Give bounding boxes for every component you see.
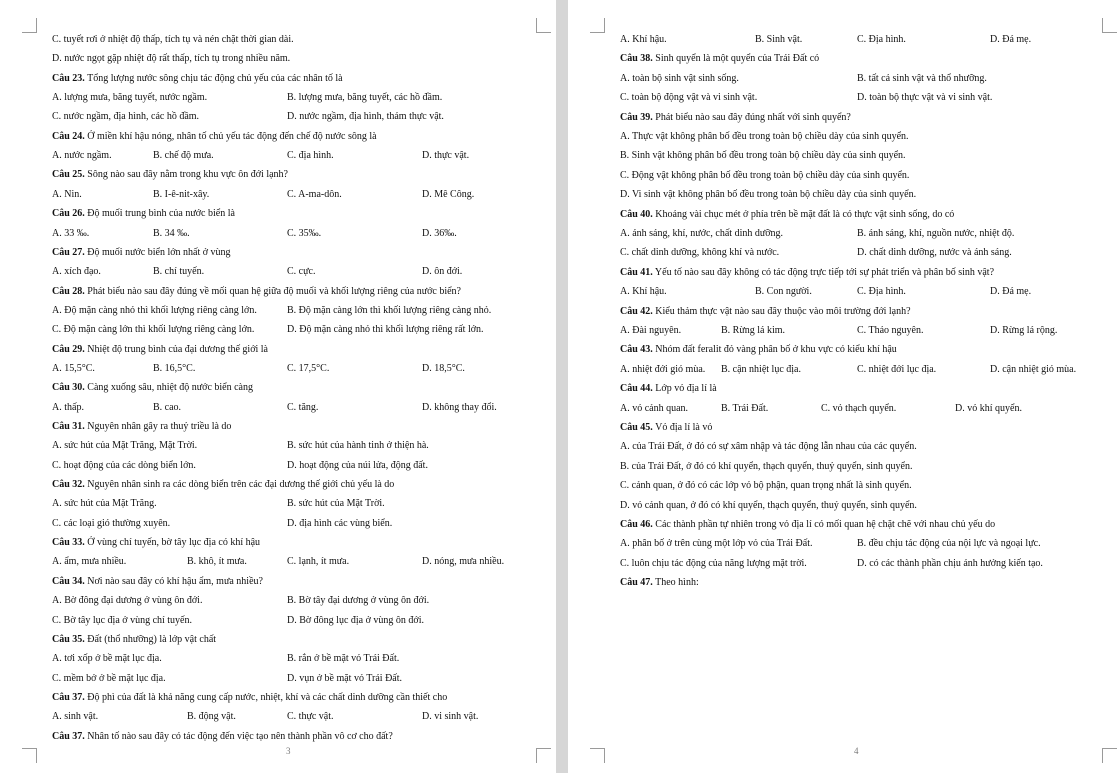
question-line bbox=[52, 344, 268, 356]
answer-option: C. thực vật. bbox=[287, 711, 334, 723]
question-number: Câu 44. bbox=[620, 383, 653, 395]
question-text: Vỏ địa lí là vỏ bbox=[652, 422, 713, 433]
question-number: Câu 33. bbox=[52, 537, 85, 549]
answer-option: B. chế độ mưa. bbox=[153, 150, 214, 162]
question-number: Câu 37. bbox=[52, 691, 85, 703]
answer-option: A. Bờ đông đại dương ở vùng ôn đới. bbox=[52, 595, 203, 607]
page-corner-mark bbox=[22, 18, 37, 33]
answer-option: D. nước ngầm, địa hình, thảm thực vật. bbox=[287, 111, 444, 123]
answer-option: D. ôn đới. bbox=[422, 266, 463, 278]
answer-option: B. Rừng lá kim. bbox=[721, 325, 786, 336]
question-text: Ở vùng chí tuyến, bờ tây lục địa có khí hậu bbox=[84, 537, 261, 549]
question-number: Câu 23. bbox=[52, 72, 85, 84]
answer-option: B. rắn ở bề mặt vỏ Trái Đất. bbox=[287, 653, 400, 665]
question-text: Càng xuống sâu, nhiệt độ nước biển càng bbox=[84, 382, 253, 394]
answer-option: B. ánh sáng, khí, nguồn nước, nhiệt độ. bbox=[857, 228, 1015, 239]
answer-option: B. Sinh vật. bbox=[755, 34, 803, 45]
question-text: Lớp vỏ địa lí là bbox=[652, 383, 717, 395]
question-text: Đất (thổ nhưỡng) là lớp vật chất bbox=[84, 633, 217, 645]
question-number: Câu 39. bbox=[620, 111, 653, 123]
answer-option: D. chất dinh dưỡng, nước và ánh sáng. bbox=[857, 247, 1012, 259]
answer-option: A. sức hút của Mặt Trăng, Mặt Trời. bbox=[52, 440, 198, 452]
question-number: Câu 40. bbox=[620, 208, 653, 220]
question-text: Yếu tố nào sau đây không có tác động trực tiếp tới sự phát triển và phân bố sinh vật? bbox=[652, 266, 995, 278]
answer-option: D. Bờ đông lục địa ở vùng ôn đới. bbox=[287, 614, 424, 626]
question-text: Nguyên nhân sinh ra các dòng biển trên các đại dương thế giới chủ yếu là do bbox=[84, 479, 395, 491]
page-number: 4 bbox=[854, 746, 859, 756]
answer-option: A. Khí hậu. bbox=[620, 286, 667, 298]
answer-option: C. 35‰. bbox=[287, 227, 322, 239]
page-corner-mark bbox=[590, 748, 605, 763]
answer-option: A. ánh sáng, khí, nước, chất dinh dưỡng. bbox=[620, 228, 784, 239]
answer-option: B. động vật. bbox=[187, 711, 236, 723]
question-number: Câu 24. bbox=[52, 130, 85, 142]
page-corner-mark bbox=[590, 18, 605, 33]
question-line bbox=[52, 731, 393, 743]
answer-option: C. hoạt động của các dòng biển lớn. bbox=[52, 459, 196, 471]
answer-option: C. lạnh, ít mưa. bbox=[287, 556, 350, 568]
question-text: Tổng lượng nước sông chịu tác động chủ yếu của các nhân tố là bbox=[84, 72, 343, 84]
answer-option: C. Địa hình. bbox=[857, 34, 906, 45]
question-text: Nguyên nhân gây ra thuỷ triều là do bbox=[84, 421, 232, 432]
question-text: Phát biểu nào sau đây đúng nhất với sinh quyển? bbox=[652, 111, 851, 123]
answer-option: B. Bờ tây đại dương ở vùng ôn đới. bbox=[287, 595, 430, 607]
document-page-4 bbox=[568, 0, 1118, 773]
answer-option: D. Đá mẹ. bbox=[990, 34, 1032, 45]
answer-option: B. Độ mặn càng lớn thì khối lượng riêng càng nhỏ. bbox=[287, 304, 492, 316]
answer-option: A. 33 ‰. bbox=[52, 227, 90, 239]
question-number: Câu 29. bbox=[52, 343, 85, 355]
answer-option: A. vỏ cảnh quan. bbox=[620, 402, 689, 414]
question-text: Ở miền khí hậu nóng, nhân tố chủ yếu tác động đến chế độ nước sông là bbox=[84, 130, 377, 142]
question-number: Câu 43. bbox=[620, 344, 653, 356]
answer-option: C. các loại gió thường xuyên. bbox=[52, 517, 171, 529]
question-text: Nơi nào sau đây có khí hậu ẩm, mưa nhiều? bbox=[84, 575, 263, 587]
page-corner-mark bbox=[536, 18, 551, 33]
question-line bbox=[52, 479, 394, 491]
text-line: B. Sinh vật không phân bố đều trong toàn bộ chiều dày của sinh quyển. bbox=[620, 150, 906, 162]
question-line bbox=[52, 576, 263, 588]
answer-option: A. nhiệt đới gió mùa. bbox=[620, 363, 706, 375]
answer-option: C. luôn chịu tác động của năng lượng mặt trời. bbox=[620, 557, 807, 569]
question-text: Phát biểu nào sau đây đúng về mối quan hệ giữa độ muối và khối lượng riêng của nước biển? bbox=[84, 285, 461, 297]
answer-option: B. sức hút của Mặt Trời. bbox=[287, 498, 385, 510]
question-number: Câu 30. bbox=[52, 382, 85, 394]
page-gap bbox=[556, 0, 568, 773]
question-line bbox=[620, 267, 994, 279]
page-corner-mark bbox=[22, 748, 37, 763]
question-number: Câu 35. bbox=[52, 633, 85, 645]
answer-option: A. lượng mưa, băng tuyết, nước ngầm. bbox=[52, 92, 208, 104]
question-line bbox=[52, 208, 235, 220]
answer-option: B. lượng mưa, băng tuyết, các hồ đầm. bbox=[287, 92, 443, 104]
answer-option: D. vụn ở bề mặt vỏ Trái Đất. bbox=[287, 672, 403, 684]
answer-option: D. địa hình các vùng biển. bbox=[287, 517, 393, 529]
question-line bbox=[620, 344, 897, 356]
question-text: Nhân tố nào sau đây có tác động đến việc tạo nên thành phần vô cơ cho đất? bbox=[84, 730, 393, 742]
question-line bbox=[620, 306, 911, 318]
answer-option: C. nhiệt đới lục địa. bbox=[857, 363, 937, 375]
answer-option: C. Bờ tây lục địa ở vùng chí tuyến. bbox=[52, 614, 192, 626]
answer-option: A. 15,5°C. bbox=[52, 362, 95, 374]
answer-option: A. sinh vật. bbox=[52, 711, 99, 723]
answer-option: C. vỏ thạch quyển. bbox=[821, 402, 897, 414]
answer-option: D. 36‰. bbox=[422, 227, 457, 239]
question-number: Câu 25. bbox=[52, 169, 85, 181]
answer-option: B. tất cả sinh vật và thổ nhưỡng. bbox=[857, 72, 987, 84]
question-line bbox=[620, 112, 851, 124]
question-line bbox=[52, 247, 231, 259]
question-line bbox=[620, 53, 819, 65]
answer-option: A. xích đạo. bbox=[52, 266, 101, 278]
answer-option: A. Khí hậu. bbox=[620, 34, 667, 45]
answer-option: C. Thảo nguyên. bbox=[857, 325, 924, 336]
answer-option: B. 34 ‰. bbox=[153, 227, 190, 239]
text-line: D. vỏ cảnh quan, ở đó có khí quyển, thạch quyển, thuỷ quyển, sinh quyển. bbox=[620, 499, 917, 511]
question-text: Độ phì của đất là khả năng cung cấp nước, nhiệt, khí và các chất dinh dưỡng cần thiết cho bbox=[84, 691, 448, 703]
answer-option: A. thấp. bbox=[52, 401, 84, 413]
answer-option: D. cận nhiệt gió mùa. bbox=[990, 363, 1077, 375]
answer-option: A. tơi xốp ở bề mặt lục địa. bbox=[52, 653, 162, 665]
question-text: Sinh quyển là một quyển của Trái Đất có bbox=[652, 53, 820, 65]
question-line bbox=[52, 537, 260, 549]
question-line bbox=[52, 692, 447, 704]
question-line bbox=[52, 634, 216, 646]
text-line: B. của Trái Đất, ở đó có khí quyển, thạch quyển, thuỷ quyển, sinh quyển. bbox=[620, 460, 913, 472]
question-text: Kiểu thảm thực vật nào sau đây thuộc vào môi trường đới lạnh? bbox=[652, 305, 911, 317]
question-number: Câu 28. bbox=[52, 285, 85, 297]
answer-option: B. sức hút của hành tinh ở thiện hà. bbox=[287, 440, 429, 452]
question-number: Câu 27. bbox=[52, 246, 85, 258]
question-text: Độ muối trung bình của nước biển là bbox=[84, 208, 235, 220]
answer-option: C. Địa hình. bbox=[857, 286, 906, 298]
answer-option: C. 17,5°C. bbox=[287, 362, 330, 374]
page-corner-mark bbox=[1102, 18, 1117, 33]
answer-option: C. nước ngầm, địa hình, các hồ đầm. bbox=[52, 111, 200, 123]
answer-option: A. sức hút của Mặt Trăng. bbox=[52, 498, 157, 510]
question-text: Khoảng vài chục mét ở phía trên bề mặt đất là có thực vật sinh sống, do có bbox=[652, 208, 955, 220]
question-line bbox=[620, 422, 712, 434]
question-number: Câu 34. bbox=[52, 575, 85, 587]
answer-option: B. cận nhiệt lục địa. bbox=[721, 363, 801, 375]
answer-option: C. cực. bbox=[287, 266, 316, 278]
answer-option: C. chất dinh dưỡng, không khí và nước. bbox=[620, 247, 780, 259]
answer-option: D. thực vật. bbox=[422, 150, 470, 162]
page-number: 3 bbox=[286, 746, 291, 756]
text-line: D. nước ngọt gặp nhiệt độ rất thấp, tích tụ trong nhiều năm. bbox=[52, 53, 291, 65]
question-number: Câu 26. bbox=[52, 208, 85, 220]
question-number: Câu 42. bbox=[620, 305, 653, 317]
answer-option: B. đều chịu tác động của nội lực và ngoại lực. bbox=[857, 538, 1041, 550]
answer-option: D. toàn bộ thực vật và vi sinh vật. bbox=[857, 92, 993, 104]
question-number: Câu 46. bbox=[620, 519, 653, 530]
question-number: Câu 41. bbox=[620, 266, 653, 278]
answer-option: D. nóng, mưa nhiều. bbox=[422, 556, 505, 568]
answer-option: C. toàn bộ động vật và vi sinh vật. bbox=[620, 92, 758, 104]
answer-option: A. Độ mặn càng nhỏ thì khối lượng riêng càng lớn. bbox=[52, 304, 257, 316]
question-line bbox=[52, 421, 231, 433]
answer-option: A. phân bố ở trên cùng một lớp vỏ của Trái Đất. bbox=[620, 538, 813, 550]
answer-option: D. Rừng lá rộng. bbox=[990, 325, 1058, 336]
question-text: Sông nào sau đây nằm trong khu vực ôn đới lạnh? bbox=[84, 169, 288, 181]
text-line: D. Vi sinh vật không phân bố đều trong toàn bộ chiều dày của sinh quyển. bbox=[620, 189, 917, 201]
answer-option: D. không thay đổi. bbox=[422, 401, 497, 413]
question-line bbox=[620, 519, 995, 531]
answer-option: D. Độ mặn càng nhỏ thì khối lượng riêng rất lớn. bbox=[287, 324, 484, 336]
answer-option: D. 18,5°C. bbox=[422, 362, 465, 374]
question-text: Các thành phần tự nhiên trong vỏ địa lí có mối quan hệ chặt chẽ với nhau chủ yếu do bbox=[652, 519, 996, 530]
question-line bbox=[620, 209, 954, 221]
answer-option: C. mềm bở ở bề mặt lục địa. bbox=[52, 672, 166, 684]
question-line bbox=[52, 73, 343, 85]
page-corner-mark bbox=[1102, 748, 1117, 763]
question-line bbox=[52, 131, 377, 143]
answer-option: C. địa hình. bbox=[287, 150, 334, 162]
answer-option: B. cao. bbox=[153, 401, 182, 413]
question-line bbox=[52, 286, 461, 298]
answer-option: D. vi sinh vật. bbox=[422, 711, 479, 723]
question-text: Nhóm đất feralit đỏ vàng phân bố ở khu vực có kiểu khí hậu bbox=[652, 344, 897, 356]
answer-option: D. Mê Công. bbox=[422, 188, 475, 200]
question-line bbox=[52, 382, 253, 394]
question-number: Câu 31. bbox=[52, 421, 85, 432]
answer-option: C. A-ma-dôn. bbox=[287, 188, 342, 200]
answer-option: A. Đài nguyên. bbox=[620, 325, 682, 336]
answer-option: D. Đá mẹ. bbox=[990, 286, 1032, 298]
question-text: Độ muối nước biển lớn nhất ở vùng bbox=[84, 246, 231, 258]
question-number: Câu 47. bbox=[620, 577, 653, 589]
document-page-3 bbox=[0, 0, 556, 773]
answer-option: C. Độ mặn càng lớn thì khối lượng riêng càng lớn. bbox=[52, 324, 255, 336]
answer-option: B. Trái Đất. bbox=[721, 402, 769, 414]
answer-option: D. vỏ khí quyển. bbox=[955, 402, 1022, 414]
answer-option: D. có các thành phần chịu ảnh hưởng kiến tạo. bbox=[857, 557, 1043, 569]
answer-option: A. Nin. bbox=[52, 188, 82, 200]
text-line: C. cảnh quan, ở đó có các lớp vỏ bộ phận, quan trọng nhất là sinh quyển. bbox=[620, 480, 912, 492]
answer-option: A. nước ngầm. bbox=[52, 150, 112, 162]
page-corner-mark bbox=[536, 748, 551, 763]
question-number: Câu 45. bbox=[620, 422, 653, 433]
question-text: Theo hình: bbox=[652, 577, 699, 589]
text-line: A. Thực vật không phân bố đều trong toàn bộ chiều dày của sinh quyển. bbox=[620, 131, 909, 142]
answer-option: B. 16,5°C. bbox=[153, 362, 196, 374]
answer-option: D. hoạt động của núi lửa, động đất. bbox=[287, 459, 428, 471]
answer-option: A. toàn bộ sinh vật sinh sống. bbox=[620, 72, 739, 84]
question-number: Câu 32. bbox=[52, 479, 85, 491]
text-line: C. Động vật không phân bố đều trong toàn bộ chiều dày của sinh quyển. bbox=[620, 169, 910, 181]
text-line: A. của Trái Đất, ở đó có sự xâm nhập và tác động lẫn nhau của các quyển. bbox=[620, 441, 917, 453]
question-line bbox=[620, 577, 699, 589]
answer-option: B. I-ê-nit-xây. bbox=[153, 188, 210, 200]
answer-option: B. chí tuyến. bbox=[153, 266, 205, 278]
question-number: Câu 38. bbox=[620, 53, 653, 65]
question-line bbox=[620, 383, 717, 395]
answer-option: B. Con người. bbox=[755, 286, 812, 298]
answer-option: B. khô, ít mưa. bbox=[187, 556, 247, 568]
text-line: C. tuyết rơi ở nhiệt độ thấp, tích tụ và nén chặt thời gian dài. bbox=[52, 34, 294, 45]
answer-option: C. tăng. bbox=[287, 401, 319, 413]
answer-option: A. ẩm, mưa nhiều. bbox=[52, 556, 127, 568]
question-text: Nhiệt độ trung bình của đại dương thế giới là bbox=[84, 343, 268, 355]
question-line bbox=[52, 169, 288, 181]
question-number: Câu 37. bbox=[52, 730, 85, 742]
